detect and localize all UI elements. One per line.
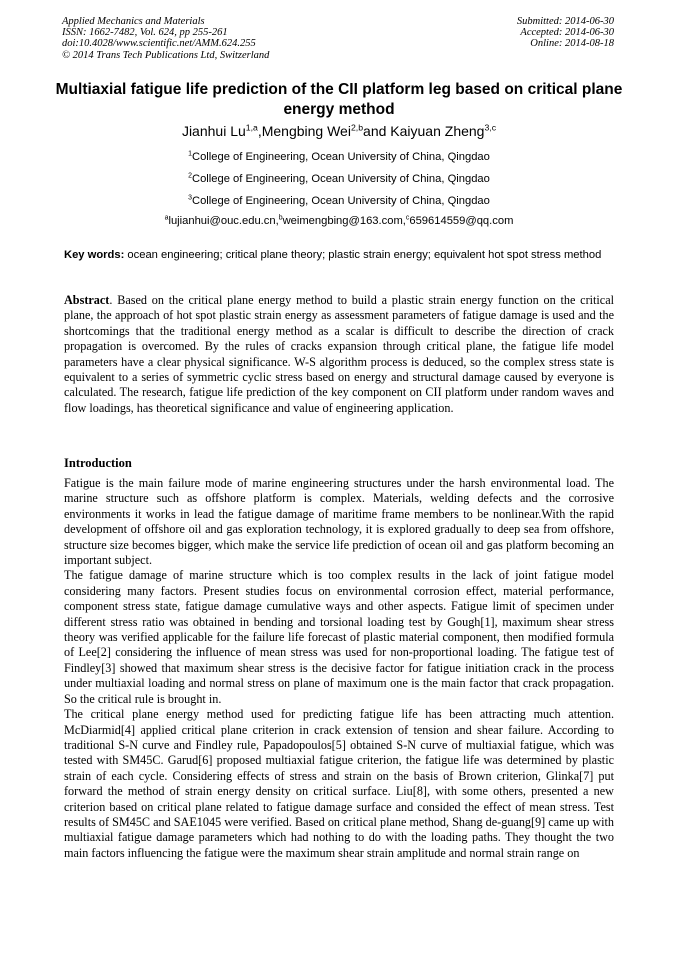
email-address: lujianhui@ouc.edu.cn, [168,215,279,227]
author-superscript: 3,c [484,122,497,133]
introduction-paragraph: Fatigue is the main failure mode of marine engineering structures under the harsh environmental load. The marine structure such as offshore platform is complex. Materials, welding defects and the corrosive environments it works in lead the fatigue damage of maritime frame members to be nonlinear.With the rapid development of offshore oil and gas exploration technology, it is explored gradually to deep sea from offshore, structure size becomes bigger, which make the service life prediction of ocean oil and gas platform becoming an important subject. [64,476,614,568]
issn-line: ISSN: 1662-7482, Vol. 624, pp 255-261 [62,27,228,39]
author-name: Jianhui Lu [181,123,246,139]
email-superscript: a [164,214,169,222]
abstract-section [64,293,614,416]
keywords-label: Key words: [64,249,125,261]
paper-title: Multiaxial fatigue life prediction of the CII platform leg based on critical plane energy method [55,81,623,118]
author-superscript: 2,b [350,122,364,133]
affiliation [40,150,638,164]
submitted-date: Submitted: 2014-06-30 [516,16,614,27]
affiliation-text: College of Engineering, Ocean University of China, Qingdao [191,151,490,163]
online-date: Online: 2014-08-18 [530,38,614,50]
keywords-section [64,248,614,263]
introduction-body [64,476,614,861]
author-list [40,122,638,140]
author-separator: and [363,123,391,139]
accepted-date: Accepted: 2014-06-30 [520,27,614,39]
copyright-line: © 2014 Trans Tech Publications Ltd, Switzerland [62,49,270,61]
author-superscript: 1,a [245,122,258,133]
email-address: weimengbing@163.com, [282,215,406,227]
affiliation [40,172,638,186]
abstract-text: . Based on the critical plane energy method to build a plastic strain energy function on the critical plane, the approach of hot spot plastic strain energy as assessment parameters of fatigue damage is used and the shortcomings that the traditional energy method as a scalar is difficult to describe the direction of crack propagation is overcomed. By the rules of cracks expansion through critical plane, the fatigue life model parameters have a clear physical significance. W-S algorithm process is deduced, so the complex stress state is equivalent to a series of symmetric cyclic stress based on energy and structural damage caused by everyone is calculated. The research, fatigue life prediction of the key component on CII platform under random waves and flow loadings, has theoretical significance and value of engineering application. [64,293,614,415]
email-list [40,214,638,228]
journal-name: Applied Mechanics and Materials [62,16,205,27]
journal-info-header [62,16,269,61]
affiliation-superscript: 2 [188,172,192,180]
affiliation-text: College of Engineering, Ocean University of China, Qingdao [191,195,490,207]
affiliation-superscript: 1 [188,150,192,158]
affiliation-text: College of Engineering, Ocean University of China, Qingdao [191,173,490,185]
author-name: Mengbing Wei [261,123,351,139]
abstract-label: Abstract [64,293,110,307]
email-superscript: c [405,214,410,222]
keywords-text: ocean engineering; critical plane theory; plastic strain energy; equivalent hot spot stress method [124,249,602,261]
introduction-paragraph: The fatigue damage of marine structure which is too complex results in the lack of joint fatigue model considering many factors. Present studies focus on environmental corrosion effect, material performance, component stress state, fatigue damage cumulative ways and other aspects. Fatigue limit of specimen under different stress ratio was obtained in bending and torsional loading test by Gough[1], maximum shear stress theory was verified applicable for the failure life forecast of plastic material component, then modified formula of Lee[2] considering the influence of mean stress was used for non-proportional loading. The fatigue test of Findley[3] showed that maximum shear stress is the decisive factor for fatigue initiation crack in the process under multiaxial loading and normal stress on plane of maximum one is the main factor that crack propagation. So the critical rule is brought in. [64,568,614,706]
introduction-paragraph: The critical plane energy method used for predicting fatigue life has been attracting much attention. McDiarmid[4] applied critical plane criterion in crack extension of tension and shear failure. According to traditional S-N curve and Findley rule, Papadopoulos[5] obtained S-N curve of multiaxial fatigue, which was tested with SM45C. Garud[6] proposed multiaxial fatigue criterion, the fatigue life was determined by plastic strain of each cycle. Considering effects of stress and strain on the basis of Brown criterion, Glinka[7] put forward the method of strain energy density on critical surface. Liu[8], with some others, presented a new criterion based on critical plane related to fatigue damage surface and consided the effect of mean stress. Test results of SM45C and SAE1045 were verified. Based on critical plane method, Shang de-guang[9] came up with multiaxial fatigue damage parameters which had nothing to do with the loading paths. They thought the two main factors influencing the fatigue were the maximum shear strain amplitude and normal strain range on [64,707,614,860]
affiliation-superscript: 3 [188,194,192,202]
dates-header [517,16,614,50]
doi-line: doi:10.4028/www.scientific.net/AMM.624.255 [62,38,256,50]
author-name: Kaiyuan Zheng [390,123,485,139]
introduction-heading: Introduction [64,456,132,470]
author-separator: , [257,123,262,139]
affiliation [40,194,638,208]
email-superscript: b [278,214,283,222]
email-address: 659614559@qq.com [409,215,514,227]
